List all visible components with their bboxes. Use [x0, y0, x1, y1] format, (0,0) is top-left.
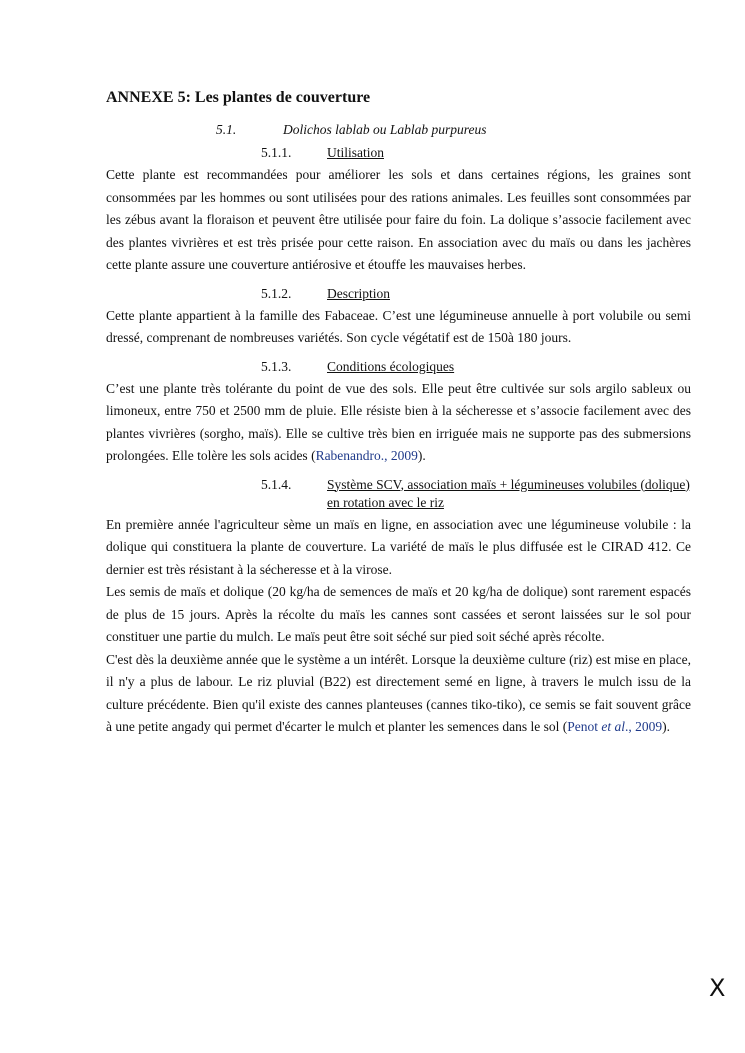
section-heading	[106, 120, 691, 140]
paragraph-text: C'est dès la deuxième année que le système a un intérêt. Lorsque la deuxième culture (riz) est mise en place, il n'y a plus de labour. Le riz pluvial (B22) est directement semé en ligne, à travers le mulch issu de la culture précédente. Bien qu'il existe des cannes planteuses (cannes tiko-tiko), ce semis se fait souvent grâce à une petite angady qui permet d'écarter le mulch et planter les semences dans le sol (	[106, 651, 691, 734]
document-page	[106, 88, 691, 739]
citation-etal: et al	[601, 719, 626, 734]
paragraph-end: ).	[417, 448, 426, 463]
subsection-heading-conditions	[106, 358, 691, 376]
paragraph-scv-3	[106, 649, 691, 739]
citation-author: Penot	[567, 719, 602, 734]
paragraph-utilisation: Cette plante est recommandées pour améliorer les sols et dans certaines régions, les graines sont consommées par les hommes ou sont utilisées pour des rations animales. Les feuilles sont consommées par les zébus avant la floraison et peuvent être utilisée pour faire du foin. La dolique s’associe facilement avec des plantes vivrières et est très prisée pour cette raison. En association avec du maïs ou dans les jachères cette plante assure une couverture antiérosive et étouffe les mauvaises herbes.	[106, 167, 691, 272]
citation-link[interactable]	[567, 719, 662, 734]
subsection-title: Système SCV, association maïs + légumineuses volubiles (dolique) en rotation avec le riz	[327, 476, 690, 510]
subsection-number: 5.1.2.	[261, 285, 292, 301]
subsection-title: Utilisation	[327, 145, 384, 160]
subsection-number: 5.1.1.	[261, 145, 292, 160]
citation-year: ., 2009	[625, 719, 663, 734]
paragraph-scv-1: En première année l'agriculteur sème un maïs en ligne, en association avec une légumineuse volubile : la dolique qui constituera la plante de couverture. La variété de maïs le plus diffusée est le CIRAD 412. Ce dernier est très résistant à la sécheresse et à la virose.	[106, 516, 691, 577]
subsection-heading-scv	[106, 476, 691, 512]
paragraph-scv-2: Les semis de maïs et dolique (20 kg/ha de semences de maïs et 20 kg/ha de dolique) sont rarement espacés de plus de 15 jours. Après la récolte du maïs les cannes sont cassées et seront laissées sur le sol pour constituer une partie du mulch. Le maïs peut être soit séché sur pied soit séché après récolte.	[106, 584, 691, 644]
paragraph-conditions	[106, 378, 691, 468]
subsection-heading-description	[106, 285, 691, 303]
paragraph-description: Cette plante appartient à la famille des Fabaceae. C’est une légumineuse annuelle à port volubile ou semi dressé, comprenant de nombreuses variétés. Son cycle végétatif est de 150à 180 jours.	[106, 307, 691, 345]
subsection-title: Description	[327, 285, 390, 301]
subsection-number: 5.1.4.	[261, 476, 292, 492]
subsection-heading-utilisation	[106, 144, 691, 162]
subsection-number: 5.1.3.	[261, 358, 292, 374]
citation-link[interactable]: Rabenandro., 2009	[315, 448, 418, 463]
paragraph-end: ).	[662, 719, 671, 734]
subsection-title: Conditions écologiques	[327, 358, 455, 374]
section-title: Dolichos lablab ou Lablab purpureus	[283, 122, 487, 137]
paragraph-text: C’est une plante très tolérante du point de vue des sols. Elle peut être cultivée sur sols argilo sableux ou limoneux, entre 750 et 2500 mm de pluie. Elle résiste bien à la sécheresse et s’associe facilement avec des plantes vivrières (sorgho, maïs). Elle se cultive très bien en irriguée mais ne supporte pas des submersions prolongées. Elle tolère les sols acides (	[106, 380, 691, 463]
section-number: 5.1.	[216, 122, 237, 137]
annex-title: ANNEXE 5: Les plantes de couverture	[106, 89, 371, 106]
corner-mark: X	[709, 974, 726, 1002]
